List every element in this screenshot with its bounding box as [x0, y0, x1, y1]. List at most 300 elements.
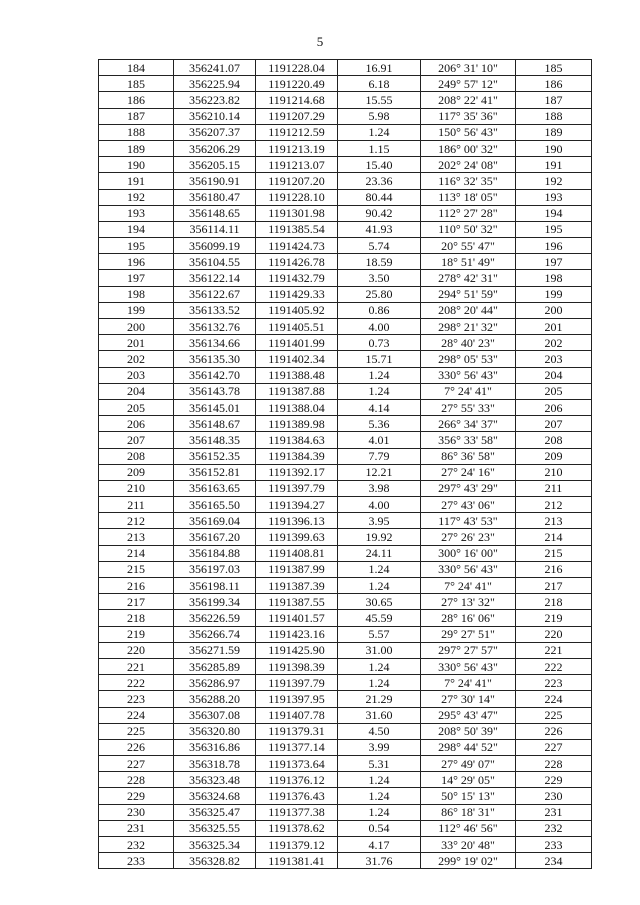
y-coordinate-cell: 1191387.88: [256, 383, 338, 399]
y-coordinate-cell: 1191392.17: [256, 464, 338, 480]
x-coordinate-cell: 356210.14: [174, 108, 256, 124]
bearing-cell: 150° 56' 43": [421, 124, 516, 140]
bearing-cell: 266° 34' 37": [421, 416, 516, 432]
coordinates-table: [98, 59, 592, 869]
y-coordinate-cell: 1191388.48: [256, 367, 338, 383]
next-point-cell: 226: [516, 723, 592, 739]
distance-cell: 5.74: [338, 238, 421, 254]
table-row: [99, 254, 592, 270]
table-row: [99, 383, 592, 399]
next-point-cell: 208: [516, 432, 592, 448]
bearing-cell: 14° 29' 05": [421, 772, 516, 788]
next-point-cell: 210: [516, 464, 592, 480]
bearing-cell: 27° 43' 06": [421, 497, 516, 513]
table-row: [99, 772, 592, 788]
next-point-cell: 205: [516, 383, 592, 399]
y-coordinate-cell: 1191401.99: [256, 335, 338, 351]
point-number-cell: 231: [99, 820, 174, 836]
table-row: [99, 189, 592, 205]
table-row: [99, 432, 592, 448]
point-number-cell: 220: [99, 642, 174, 658]
y-coordinate-cell: 1191213.07: [256, 157, 338, 173]
bearing-cell: 300° 16' 00": [421, 545, 516, 561]
y-coordinate-cell: 1191402.34: [256, 351, 338, 367]
bearing-cell: 299° 19' 02": [421, 853, 516, 869]
bearing-cell: 27° 30' 14": [421, 691, 516, 707]
point-number-cell: 191: [99, 173, 174, 189]
y-coordinate-cell: 1191379.31: [256, 723, 338, 739]
bearing-cell: 7° 24' 41": [421, 578, 516, 594]
x-coordinate-cell: 356199.34: [174, 594, 256, 610]
point-number-cell: 192: [99, 189, 174, 205]
next-point-cell: 222: [516, 658, 592, 674]
distance-cell: 0.86: [338, 302, 421, 318]
next-point-cell: 198: [516, 270, 592, 286]
distance-cell: 1.24: [338, 383, 421, 399]
x-coordinate-cell: 356223.82: [174, 92, 256, 108]
x-coordinate-cell: 356205.15: [174, 157, 256, 173]
x-coordinate-cell: 356325.55: [174, 820, 256, 836]
point-number-cell: 210: [99, 480, 174, 496]
x-coordinate-cell: 356206.29: [174, 140, 256, 156]
distance-cell: 15.40: [338, 157, 421, 173]
next-point-cell: 206: [516, 399, 592, 415]
y-coordinate-cell: 1191425.90: [256, 642, 338, 658]
point-number-cell: 211: [99, 497, 174, 513]
bearing-cell: 208° 20' 44": [421, 302, 516, 318]
x-coordinate-cell: 356325.47: [174, 804, 256, 820]
table-row: [99, 92, 592, 108]
next-point-cell: 200: [516, 302, 592, 318]
distance-cell: 1.24: [338, 561, 421, 577]
point-number-cell: 215: [99, 561, 174, 577]
bearing-cell: 330° 56' 43": [421, 561, 516, 577]
point-number-cell: 195: [99, 238, 174, 254]
table-row: [99, 610, 592, 626]
distance-cell: 15.71: [338, 351, 421, 367]
bearing-cell: 330° 56' 43": [421, 367, 516, 383]
bearing-cell: 298° 21' 32": [421, 319, 516, 335]
bearing-cell: 202° 24' 08": [421, 157, 516, 173]
y-coordinate-cell: 1191387.39: [256, 578, 338, 594]
y-coordinate-cell: 1191207.29: [256, 108, 338, 124]
bearing-cell: 28° 16' 06": [421, 610, 516, 626]
x-coordinate-cell: 356288.20: [174, 691, 256, 707]
coordinates-table-body: [99, 60, 592, 869]
bearing-cell: 278° 42' 31": [421, 270, 516, 286]
bearing-cell: 330° 56' 43": [421, 658, 516, 674]
next-point-cell: 216: [516, 561, 592, 577]
distance-cell: 1.24: [338, 788, 421, 804]
next-point-cell: 207: [516, 416, 592, 432]
x-coordinate-cell: 356325.34: [174, 837, 256, 853]
x-coordinate-cell: 356145.01: [174, 399, 256, 415]
x-coordinate-cell: 356099.19: [174, 238, 256, 254]
distance-cell: 3.99: [338, 739, 421, 755]
y-coordinate-cell: 1191377.14: [256, 739, 338, 755]
bearing-cell: 110° 50' 32": [421, 221, 516, 237]
table-row: [99, 157, 592, 173]
y-coordinate-cell: 1191397.95: [256, 691, 338, 707]
bearing-cell: 7° 24' 41": [421, 383, 516, 399]
y-coordinate-cell: 1191379.12: [256, 837, 338, 853]
x-coordinate-cell: 356148.65: [174, 205, 256, 221]
y-coordinate-cell: 1191220.49: [256, 76, 338, 92]
distance-cell: 31.00: [338, 642, 421, 658]
y-coordinate-cell: 1191398.39: [256, 658, 338, 674]
table-row: [99, 788, 592, 804]
next-point-cell: 223: [516, 675, 592, 691]
distance-cell: 1.24: [338, 124, 421, 140]
distance-cell: 31.60: [338, 707, 421, 723]
next-point-cell: 192: [516, 173, 592, 189]
table-row: [99, 561, 592, 577]
table-row: [99, 448, 592, 464]
next-point-cell: 227: [516, 739, 592, 755]
bearing-cell: 249° 57' 12": [421, 76, 516, 92]
next-point-cell: 213: [516, 513, 592, 529]
bearing-cell: 356° 33' 58": [421, 432, 516, 448]
y-coordinate-cell: 1191387.55: [256, 594, 338, 610]
y-coordinate-cell: 1191213.19: [256, 140, 338, 156]
distance-cell: 45.59: [338, 610, 421, 626]
point-number-cell: 207: [99, 432, 174, 448]
distance-cell: 1.24: [338, 367, 421, 383]
table-row: [99, 205, 592, 221]
point-number-cell: 196: [99, 254, 174, 270]
bearing-cell: 117° 43' 53": [421, 513, 516, 529]
y-coordinate-cell: 1191388.04: [256, 399, 338, 415]
bearing-cell: 295° 43' 47": [421, 707, 516, 723]
next-point-cell: 186: [516, 76, 592, 92]
point-number-cell: 212: [99, 513, 174, 529]
y-coordinate-cell: 1191424.73: [256, 238, 338, 254]
y-coordinate-cell: 1191396.13: [256, 513, 338, 529]
table-row: [99, 351, 592, 367]
table-row: [99, 464, 592, 480]
x-coordinate-cell: 356184.88: [174, 545, 256, 561]
next-point-cell: 219: [516, 610, 592, 626]
y-coordinate-cell: 1191429.33: [256, 286, 338, 302]
distance-cell: 16.91: [338, 60, 421, 76]
x-coordinate-cell: 356133.52: [174, 302, 256, 318]
table-row: [99, 691, 592, 707]
distance-cell: 4.00: [338, 497, 421, 513]
next-point-cell: 217: [516, 578, 592, 594]
table-row: [99, 270, 592, 286]
x-coordinate-cell: 356241.07: [174, 60, 256, 76]
next-point-cell: 199: [516, 286, 592, 302]
bearing-cell: 186° 00' 32": [421, 140, 516, 156]
distance-cell: 1.15: [338, 140, 421, 156]
distance-cell: 4.17: [338, 837, 421, 853]
distance-cell: 21.29: [338, 691, 421, 707]
next-point-cell: 195: [516, 221, 592, 237]
bearing-cell: 112° 27' 28": [421, 205, 516, 221]
distance-cell: 90.42: [338, 205, 421, 221]
bearing-cell: 298° 05' 53": [421, 351, 516, 367]
y-coordinate-cell: 1191399.63: [256, 529, 338, 545]
distance-cell: 5.36: [338, 416, 421, 432]
point-number-cell: 221: [99, 658, 174, 674]
distance-cell: 5.31: [338, 756, 421, 772]
distance-cell: 3.50: [338, 270, 421, 286]
point-number-cell: 225: [99, 723, 174, 739]
y-coordinate-cell: 1191384.63: [256, 432, 338, 448]
next-point-cell: 234: [516, 853, 592, 869]
x-coordinate-cell: 356316.86: [174, 739, 256, 755]
distance-cell: 80.44: [338, 189, 421, 205]
point-number-cell: 233: [99, 853, 174, 869]
x-coordinate-cell: 356198.11: [174, 578, 256, 594]
x-coordinate-cell: 356169.04: [174, 513, 256, 529]
x-coordinate-cell: 356225.94: [174, 76, 256, 92]
point-number-cell: 184: [99, 60, 174, 76]
x-coordinate-cell: 356152.35: [174, 448, 256, 464]
point-number-cell: 229: [99, 788, 174, 804]
next-point-cell: 220: [516, 626, 592, 642]
point-number-cell: 222: [99, 675, 174, 691]
x-coordinate-cell: 356318.78: [174, 756, 256, 772]
point-number-cell: 213: [99, 529, 174, 545]
x-coordinate-cell: 356320.80: [174, 723, 256, 739]
bearing-cell: 206° 31' 10": [421, 60, 516, 76]
next-point-cell: 201: [516, 319, 592, 335]
next-point-cell: 212: [516, 497, 592, 513]
table-row: [99, 108, 592, 124]
distance-cell: 18.59: [338, 254, 421, 270]
x-coordinate-cell: 356285.89: [174, 658, 256, 674]
table-row: [99, 319, 592, 335]
x-coordinate-cell: 356122.14: [174, 270, 256, 286]
y-coordinate-cell: 1191408.81: [256, 545, 338, 561]
bearing-cell: 27° 49' 07": [421, 756, 516, 772]
distance-cell: 7.79: [338, 448, 421, 464]
next-point-cell: 189: [516, 124, 592, 140]
point-number-cell: 186: [99, 92, 174, 108]
y-coordinate-cell: 1191381.41: [256, 853, 338, 869]
next-point-cell: 228: [516, 756, 592, 772]
point-number-cell: 224: [99, 707, 174, 723]
y-coordinate-cell: 1191212.59: [256, 124, 338, 140]
table-row: [99, 804, 592, 820]
y-coordinate-cell: 1191387.99: [256, 561, 338, 577]
bearing-cell: 28° 40' 23": [421, 335, 516, 351]
table-row: [99, 367, 592, 383]
y-coordinate-cell: 1191405.51: [256, 319, 338, 335]
distance-cell: 25.80: [338, 286, 421, 302]
x-coordinate-cell: 356143.78: [174, 383, 256, 399]
next-point-cell: 218: [516, 594, 592, 610]
point-number-cell: 203: [99, 367, 174, 383]
table-row: [99, 578, 592, 594]
y-coordinate-cell: 1191397.79: [256, 675, 338, 691]
y-coordinate-cell: 1191376.12: [256, 772, 338, 788]
x-coordinate-cell: 356307.08: [174, 707, 256, 723]
distance-cell: 31.76: [338, 853, 421, 869]
bearing-cell: 294° 51' 59": [421, 286, 516, 302]
bearing-cell: 18° 51' 49": [421, 254, 516, 270]
point-number-cell: 199: [99, 302, 174, 318]
point-number-cell: 206: [99, 416, 174, 432]
point-number-cell: 205: [99, 399, 174, 415]
y-coordinate-cell: 1191207.20: [256, 173, 338, 189]
y-coordinate-cell: 1191394.27: [256, 497, 338, 513]
x-coordinate-cell: 356163.65: [174, 480, 256, 496]
point-number-cell: 201: [99, 335, 174, 351]
x-coordinate-cell: 356207.37: [174, 124, 256, 140]
next-point-cell: 211: [516, 480, 592, 496]
next-point-cell: 225: [516, 707, 592, 723]
point-number-cell: 227: [99, 756, 174, 772]
table-row: [99, 416, 592, 432]
x-coordinate-cell: 356167.20: [174, 529, 256, 545]
point-number-cell: 197: [99, 270, 174, 286]
x-coordinate-cell: 356266.74: [174, 626, 256, 642]
distance-cell: 5.57: [338, 626, 421, 642]
table-row: [99, 837, 592, 853]
x-coordinate-cell: 356114.11: [174, 221, 256, 237]
distance-cell: 41.93: [338, 221, 421, 237]
y-coordinate-cell: 1191214.68: [256, 92, 338, 108]
next-point-cell: 194: [516, 205, 592, 221]
table-row: [99, 238, 592, 254]
table-row: [99, 545, 592, 561]
table-row: [99, 853, 592, 869]
bearing-cell: 27° 55' 33": [421, 399, 516, 415]
x-coordinate-cell: 356165.50: [174, 497, 256, 513]
distance-cell: 5.98: [338, 108, 421, 124]
y-coordinate-cell: 1191426.78: [256, 254, 338, 270]
point-number-cell: 217: [99, 594, 174, 610]
x-coordinate-cell: 356135.30: [174, 351, 256, 367]
x-coordinate-cell: 356122.67: [174, 286, 256, 302]
next-point-cell: 203: [516, 351, 592, 367]
x-coordinate-cell: 356286.97: [174, 675, 256, 691]
table-row: [99, 642, 592, 658]
point-number-cell: 193: [99, 205, 174, 221]
y-coordinate-cell: 1191301.98: [256, 205, 338, 221]
table-row: [99, 221, 592, 237]
table-row: [99, 739, 592, 755]
next-point-cell: 233: [516, 837, 592, 853]
x-coordinate-cell: 356132.76: [174, 319, 256, 335]
bearing-cell: 33° 20' 48": [421, 837, 516, 853]
bearing-cell: 50° 15' 13": [421, 788, 516, 804]
distance-cell: 12.21: [338, 464, 421, 480]
next-point-cell: 202: [516, 335, 592, 351]
table-row: [99, 480, 592, 496]
bearing-cell: 297° 27' 57": [421, 642, 516, 658]
distance-cell: 1.24: [338, 675, 421, 691]
next-point-cell: 214: [516, 529, 592, 545]
next-point-cell: 221: [516, 642, 592, 658]
distance-cell: 1.24: [338, 772, 421, 788]
x-coordinate-cell: 356190.91: [174, 173, 256, 189]
point-number-cell: 208: [99, 448, 174, 464]
next-point-cell: 230: [516, 788, 592, 804]
y-coordinate-cell: 1191432.79: [256, 270, 338, 286]
x-coordinate-cell: 356142.70: [174, 367, 256, 383]
distance-cell: 23.36: [338, 173, 421, 189]
point-number-cell: 187: [99, 108, 174, 124]
table-row: [99, 707, 592, 723]
point-number-cell: 204: [99, 383, 174, 399]
point-number-cell: 219: [99, 626, 174, 642]
y-coordinate-cell: 1191405.92: [256, 302, 338, 318]
bearing-cell: 7° 24' 41": [421, 675, 516, 691]
y-coordinate-cell: 1191423.16: [256, 626, 338, 642]
x-coordinate-cell: 356152.81: [174, 464, 256, 480]
next-point-cell: 196: [516, 238, 592, 254]
distance-cell: 1.24: [338, 578, 421, 594]
table-row: [99, 286, 592, 302]
next-point-cell: 231: [516, 804, 592, 820]
distance-cell: 0.73: [338, 335, 421, 351]
distance-cell: 15.55: [338, 92, 421, 108]
point-number-cell: 209: [99, 464, 174, 480]
table-row: [99, 626, 592, 642]
y-coordinate-cell: 1191376.43: [256, 788, 338, 804]
distance-cell: 30.65: [338, 594, 421, 610]
bearing-cell: 298° 44' 52": [421, 739, 516, 755]
table-row: [99, 658, 592, 674]
bearing-cell: 117° 35' 36": [421, 108, 516, 124]
distance-cell: 4.14: [338, 399, 421, 415]
table-row: [99, 60, 592, 76]
table-row: [99, 335, 592, 351]
table-row: [99, 497, 592, 513]
table-row: [99, 529, 592, 545]
table-row: [99, 302, 592, 318]
distance-cell: 4.00: [338, 319, 421, 335]
point-number-cell: 214: [99, 545, 174, 561]
y-coordinate-cell: 1191228.10: [256, 189, 338, 205]
bearing-cell: 297° 43' 29": [421, 480, 516, 496]
y-coordinate-cell: 1191378.62: [256, 820, 338, 836]
x-coordinate-cell: 356104.55: [174, 254, 256, 270]
y-coordinate-cell: 1191397.79: [256, 480, 338, 496]
y-coordinate-cell: 1191228.04: [256, 60, 338, 76]
table-row: [99, 675, 592, 691]
table-row: [99, 723, 592, 739]
bearing-cell: 27° 26' 23": [421, 529, 516, 545]
y-coordinate-cell: 1191373.64: [256, 756, 338, 772]
table-row: [99, 124, 592, 140]
point-number-cell: 202: [99, 351, 174, 367]
point-number-cell: 218: [99, 610, 174, 626]
page-number: 5: [316, 34, 324, 49]
distance-cell: 4.01: [338, 432, 421, 448]
distance-cell: 19.92: [338, 529, 421, 545]
next-point-cell: 188: [516, 108, 592, 124]
point-number-cell: 188: [99, 124, 174, 140]
table-row: [99, 140, 592, 156]
point-number-cell: 190: [99, 157, 174, 173]
next-point-cell: 209: [516, 448, 592, 464]
bearing-cell: 29° 27' 51": [421, 626, 516, 642]
y-coordinate-cell: 1191389.98: [256, 416, 338, 432]
next-point-cell: 204: [516, 367, 592, 383]
distance-cell: 6.18: [338, 76, 421, 92]
point-number-cell: 230: [99, 804, 174, 820]
next-point-cell: 185: [516, 60, 592, 76]
point-number-cell: 198: [99, 286, 174, 302]
bearing-cell: 113° 18' 05": [421, 189, 516, 205]
table-row: [99, 820, 592, 836]
x-coordinate-cell: 356271.59: [174, 642, 256, 658]
distance-cell: 3.98: [338, 480, 421, 496]
